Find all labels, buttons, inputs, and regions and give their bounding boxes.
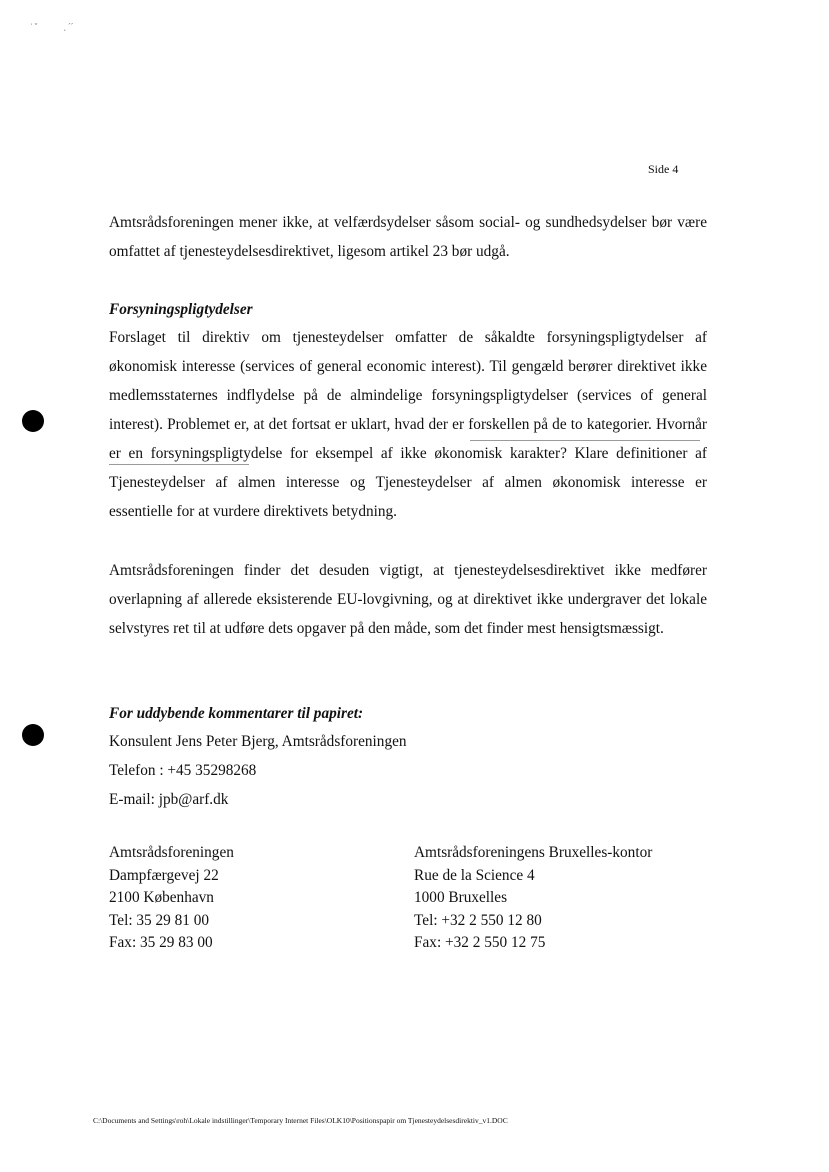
address-city: 1000 Bruxelles bbox=[414, 889, 508, 906]
page-number: Side 4 bbox=[648, 162, 679, 176]
section-heading: Forsyningspligtydelser bbox=[109, 301, 253, 318]
footer-file-path: C:\Documents and Settings\roh\Lokale indstillinger\Temporary Internet Files\OLK10\Positionspapir om Tjenesteydelsesdirektiv_v1.DOC bbox=[93, 1116, 508, 1125]
address-name: Amtsrådsforeningen bbox=[109, 844, 234, 861]
address-name: Amtsrådsforeningens Bruxelles-kontor bbox=[414, 844, 653, 861]
paragraph-overlap-concern: Amtsrådsforeningen finder det desuden vigtigt, at tjenesteydelsesdirektivet ikke medfører overlapning af allerede eksisterende EU-lovgivning, og at direktivet ikke undergraver det lokale selvstyres ret til at udføre dets opgaver på den måde, som det finder mest hensigtsmæssigt. bbox=[109, 562, 707, 637]
address-copenhagen bbox=[109, 842, 234, 955]
contact-heading: For uddybende kommentarer til papiret: bbox=[109, 705, 364, 722]
address-city: 2100 København bbox=[109, 889, 214, 906]
address-brussels bbox=[414, 842, 652, 955]
address-fax: Fax: 35 29 83 00 bbox=[109, 934, 213, 951]
contact-person: Konsulent Jens Peter Bjerg, Amtsrådsforeningen bbox=[109, 733, 407, 750]
address-fax: Fax: +32 2 550 12 75 bbox=[414, 934, 546, 951]
scan-underline-mark bbox=[109, 464, 249, 465]
contact-email: E-mail: jpb@arf.dk bbox=[109, 791, 229, 808]
paragraph-service-obligations: Forslaget til direktiv om tjenesteydelser omfatter de såkaldte forsyningspligtydelser af økonomisk interesse (services of general economic interest). Til gengæld berører direktivet ikke medlemsstaternes indflydelse på de almindelige forsyningspligtydelser (services of general interest). Problemet er, at det fortsat er uklart, hvad der er forskellen på de to kategorier. Hvornår er en forsyningspligtydelse for eksempel af ikke økonomisk karakter? Klare definitioner af Tjenesteydelser af almen interesse og Tjenesteydelser af almen økonomisk interesse er essentielle for at vurdere direktivets betydning. bbox=[109, 329, 707, 520]
punch-hole-bottom bbox=[22, 724, 44, 746]
paragraph-welfare-services: Amtsrådsforeningen mener ikke, at velfærdsydelser såsom social- og sundhedsydelser bør være omfattet af tjenesteydelsesdirektivet, ligesom artikel 23 bør udgå. bbox=[109, 214, 707, 260]
scan-specks: ˙ ˇ ˎ ˊˊ bbox=[30, 22, 74, 31]
scan-underline-mark bbox=[470, 440, 700, 441]
contact-phone: Telefon : +45 35298268 bbox=[109, 762, 257, 779]
address-tel: Tel: 35 29 81 00 bbox=[109, 911, 210, 929]
address-street: Dampfærgevej 22 bbox=[109, 866, 219, 884]
address-tel: Tel: +32 2 550 12 80 bbox=[414, 911, 542, 929]
punch-hole-top bbox=[22, 410, 44, 432]
address-street: Rue de la Science 4 bbox=[414, 866, 535, 884]
